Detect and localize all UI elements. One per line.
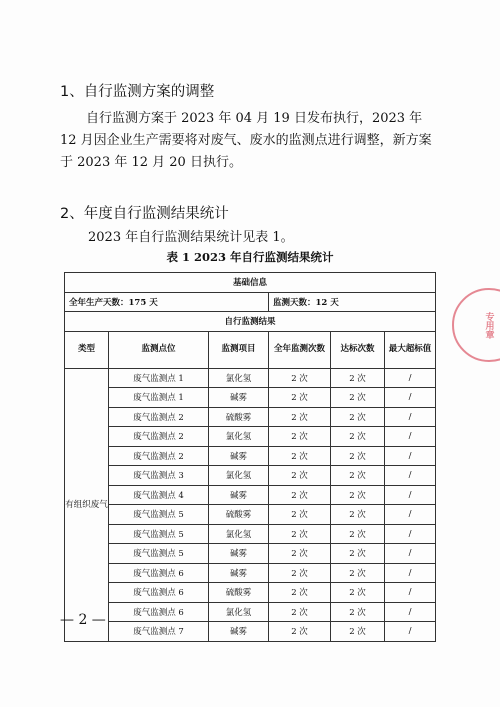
- annual-count-cell: 2 次: [269, 602, 331, 622]
- monitoring-point-cell: 废气监测点 5: [109, 505, 209, 525]
- monitoring-item-cell: 碱雾: [209, 446, 269, 466]
- table-row: [65, 583, 436, 603]
- column-header-row: [65, 331, 436, 368]
- table-row: [65, 388, 436, 408]
- max-exceed-cell: /: [385, 427, 436, 447]
- official-seal: [452, 288, 500, 362]
- monitoring-item-cell: 氯化氢: [209, 368, 269, 388]
- table-row: [65, 602, 436, 622]
- annual-count-cell: 2 次: [269, 446, 331, 466]
- col-header-count: 全年监测次数: [269, 331, 331, 368]
- table-row: [65, 524, 436, 544]
- annual-count-cell: 2 次: [269, 466, 331, 486]
- basic-info-header: 基础信息: [65, 273, 436, 293]
- table-row: [65, 485, 436, 505]
- max-exceed-cell: /: [385, 388, 436, 408]
- compliant-count-cell: 2 次: [331, 524, 385, 544]
- monitoring-item-cell: 氯化氢: [209, 602, 269, 622]
- table-row: [65, 427, 436, 447]
- max-exceed-cell: /: [385, 583, 436, 603]
- monitoring-item-cell: 氯化氢: [209, 427, 269, 447]
- annual-count-cell: 2 次: [269, 407, 331, 427]
- monitoring-item-cell: 碱雾: [209, 544, 269, 564]
- annual-count-cell: 2 次: [269, 622, 331, 642]
- compliant-count-cell: 2 次: [331, 368, 385, 388]
- monitoring-item-cell: 硫酸雾: [209, 505, 269, 525]
- table-row: [65, 407, 436, 427]
- compliant-count-cell: 2 次: [331, 563, 385, 583]
- table-caption: 表 1 2023 年自行监测结果统计: [166, 250, 334, 264]
- monitoring-point-cell: 废气监测点 5: [109, 544, 209, 564]
- col-header-point: 监测点位: [109, 331, 209, 368]
- monitoring-point-cell: 废气监测点 6: [109, 602, 209, 622]
- max-exceed-cell: /: [385, 505, 436, 525]
- monitoring-point-cell: 废气监测点 3: [109, 466, 209, 486]
- monitoring-item-cell: 氯化氢: [209, 466, 269, 486]
- monitoring-point-cell: 废气监测点 7: [109, 622, 209, 642]
- monitoring-point-cell: 废气监测点 5: [109, 524, 209, 544]
- max-exceed-cell: /: [385, 524, 436, 544]
- table-row: [65, 563, 436, 583]
- max-exceed-cell: /: [385, 563, 436, 583]
- monitoring-item-cell: 碱雾: [209, 388, 269, 408]
- monitoring-days: 监测天数：12 天: [269, 292, 436, 312]
- max-exceed-cell: /: [385, 466, 436, 486]
- section-2-paragraph: 2023 年自行监测结果统计见表 1。: [88, 230, 294, 245]
- compliant-count-cell: 2 次: [331, 485, 385, 505]
- max-exceed-cell: /: [385, 622, 436, 642]
- monitoring-item-cell: 碱雾: [209, 563, 269, 583]
- monitoring-item-cell: 氯化氢: [209, 524, 269, 544]
- monitoring-point-cell: 废气监测点 2: [109, 427, 209, 447]
- production-days: 全年生产天数：175 天: [65, 292, 269, 312]
- table-row: [65, 368, 436, 388]
- max-exceed-cell: /: [385, 544, 436, 564]
- monitoring-point-cell: 废气监测点 2: [109, 407, 209, 427]
- table-row: [65, 466, 436, 486]
- monitoring-item-cell: 碱雾: [209, 622, 269, 642]
- col-header-compliant: 达标次数: [331, 331, 385, 368]
- col-header-item: 监测项目: [209, 331, 269, 368]
- compliant-count-cell: 2 次: [331, 466, 385, 486]
- annual-count-cell: 2 次: [269, 544, 331, 564]
- compliant-count-cell: 2 次: [331, 446, 385, 466]
- annual-count-cell: 2 次: [269, 427, 331, 447]
- monitoring-item-cell: 碱雾: [209, 485, 269, 505]
- results-header: 自行监测结果: [65, 312, 436, 332]
- table-row: [65, 446, 436, 466]
- compliant-count-cell: 2 次: [331, 407, 385, 427]
- monitoring-point-cell: 废气监测点 6: [109, 563, 209, 583]
- annual-count-cell: 2 次: [269, 583, 331, 603]
- compliant-count-cell: 2 次: [331, 544, 385, 564]
- max-exceed-cell: /: [385, 368, 436, 388]
- annual-count-cell: 2 次: [269, 563, 331, 583]
- table-row: [65, 505, 436, 525]
- annual-count-cell: 2 次: [269, 485, 331, 505]
- max-exceed-cell: /: [385, 485, 436, 505]
- type-cell: 有组织废气: [65, 368, 109, 641]
- monitoring-point-cell: 废气监测点 1: [109, 368, 209, 388]
- table-row: [65, 622, 436, 642]
- monitoring-results-table: [64, 272, 436, 642]
- table-row: [65, 544, 436, 564]
- compliant-count-cell: 2 次: [331, 427, 385, 447]
- compliant-count-cell: 2 次: [331, 388, 385, 408]
- max-exceed-cell: /: [385, 602, 436, 622]
- compliant-count-cell: 2 次: [331, 583, 385, 603]
- annual-count-cell: 2 次: [269, 524, 331, 544]
- monitoring-item-cell: 硫酸雾: [209, 407, 269, 427]
- compliant-count-cell: 2 次: [331, 602, 385, 622]
- monitoring-item-cell: 硫酸雾: [209, 583, 269, 603]
- page-number: — 2 —: [60, 612, 106, 628]
- seal-text: 专用章: [483, 311, 494, 339]
- annual-count-cell: 2 次: [269, 505, 331, 525]
- max-exceed-cell: /: [385, 446, 436, 466]
- col-header-max-exceed: 最大超标值: [385, 331, 436, 368]
- max-exceed-cell: /: [385, 407, 436, 427]
- monitoring-point-cell: 废气监测点 4: [109, 485, 209, 505]
- monitoring-point-cell: 废气监测点 1: [109, 388, 209, 408]
- annual-count-cell: 2 次: [269, 388, 331, 408]
- compliant-count-cell: 2 次: [331, 505, 385, 525]
- annual-count-cell: 2 次: [269, 368, 331, 388]
- section-1-paragraph: 自行监测方案于 2023 年 04 月 19 日发布执行，2023 年 12 月因企业生产需要将对废气、废水的监测点进行调整，新方案于 2023 年 12 月 20 日执行。: [60, 111, 432, 170]
- monitoring-point-cell: 废气监测点 6: [109, 583, 209, 603]
- col-header-type: 类型: [65, 331, 109, 368]
- compliant-count-cell: 2 次: [331, 622, 385, 642]
- monitoring-point-cell: 废气监测点 2: [109, 446, 209, 466]
- section-2-heading: 2、年度自行监测结果统计: [60, 206, 229, 222]
- section-1-heading: 1、自行监测方案的调整: [60, 84, 215, 100]
